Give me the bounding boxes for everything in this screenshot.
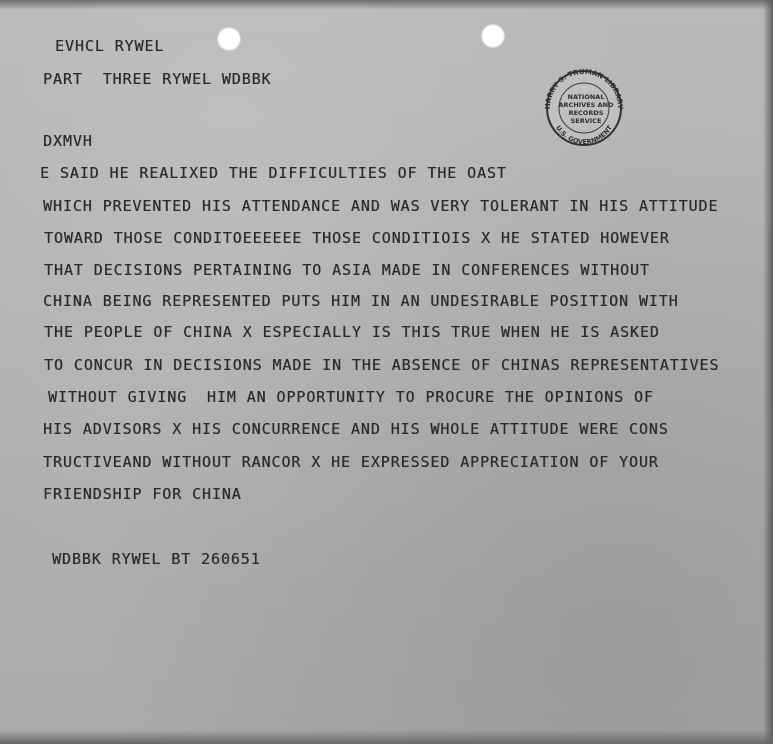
body-line: CHINA BEING REPRESENTED PUTS HIM IN AN UNDESIRABLE POSITION WITH [43,292,679,310]
stamp-top-text: HARRY S. TRUMAN LIBRARY [543,68,625,110]
stamp-center-line: SERVICE [570,117,602,125]
body-line: THAT DECISIONS PERTAINING TO ASIA MADE IN CONFERENCES WITHOUT [44,261,650,279]
body-line: WITHOUT GIVING HIM AN OPPORTUNITY TO PROCURE THE OPINIONS OF [48,388,654,406]
scan-edge-right [763,0,773,744]
footer-line: WDBBK RYWEL BT 260651 [52,550,261,568]
body-line: FRIENDSHIP FOR CHINA [43,485,242,503]
body-line: TOWARD THOSE CONDITOEEEEEE THOSE CONDITIOIS X HE STATED HOWEVER [44,229,670,247]
body-line: WHICH PREVENTED HIS ATTENDANCE AND WAS VERY TOLERANT IN HIS ATTITUDE [43,197,719,215]
stamp-center-line: RECORDS [568,109,604,117]
scan-edge-bottom [0,730,773,744]
body-line: E SAID HE REALIXED THE DIFFICULTIES OF THE OAST [40,164,507,182]
header-line-1: EVHCL RYWEL [55,37,165,55]
punch-hole-right [481,24,505,48]
body-line: HIS ADVISORS X HIS CONCURRENCE AND HIS WHOLE ATTITUDE WERE CONS [43,420,669,438]
routing-code: DXMVH [43,132,93,150]
body-line: THE PEOPLE OF CHINA X ESPECIALLY IS THIS TRUE WHEN HE IS ASKED [44,323,660,341]
stamp-center-line: ARCHIVES AND [558,101,614,109]
stamp-bottom-text: U.S. GOVERNMENT [554,124,614,147]
archive-stamp-seal [540,68,628,148]
stamp-center-line: NATIONAL [567,93,605,101]
body-line: TO CONCUR IN DECISIONS MADE IN THE ABSENCE OF CHINAS REPRESENTATIVES [44,356,720,374]
scan-edge-top [0,0,773,10]
body-line: TRUCTIVEAND WITHOUT RANCOR X HE EXPRESSED APPRECIATION OF YOUR [43,453,659,471]
header-line-2: PART THREE RYWEL WDBBK [43,70,272,88]
punch-hole-left [217,27,241,51]
